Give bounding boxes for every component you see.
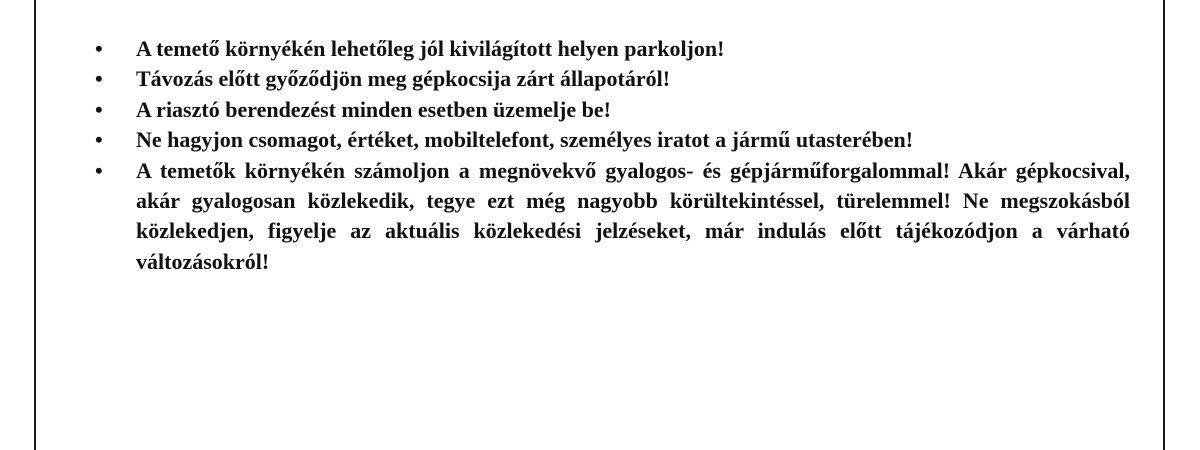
list-item bbox=[95, 64, 1130, 94]
list-item bbox=[95, 156, 1130, 278]
bullet-icon: • bbox=[95, 127, 103, 153]
bullet-icon: • bbox=[95, 66, 103, 92]
frame-left-border bbox=[34, 0, 36, 450]
list-item bbox=[95, 125, 1130, 155]
list-item-text: A temető környékén lehetőleg jól kivilágított helyen parkoljon! bbox=[136, 36, 725, 61]
bullet-icon: • bbox=[95, 157, 103, 183]
bullet-icon: • bbox=[95, 96, 103, 122]
list-item-text: Ne hagyjon csomagot, értéket, mobiltelefont, személyes iratot a jármű utasterében! bbox=[136, 127, 914, 153]
list-item-text: A temetők környékén számoljon a megnövekvő gyalogos- és gépjárműforgalommal! Akár gépkocsival, akár gyalogosan közlekedik, tegye ezt még nagyobb körültekintéssel, türelemmel! Ne megszokásból közlekedjen, figyelje az aktuális közlekedési jelzéseket, már indulás előtt tájékozódjon a várható változásokról! bbox=[136, 157, 1130, 274]
list-item bbox=[95, 95, 1130, 125]
frame-right-border bbox=[1163, 0, 1165, 450]
list-item-text: Távozás előtt győződjön meg gépkocsija zárt állapotáról! bbox=[136, 66, 671, 92]
list-item bbox=[95, 34, 1130, 64]
list-item-text: A riasztó berendezést minden esetben üzemelje be! bbox=[136, 96, 611, 122]
bullet-icon: • bbox=[95, 36, 103, 61]
safety-notice-list bbox=[95, 34, 1130, 277]
